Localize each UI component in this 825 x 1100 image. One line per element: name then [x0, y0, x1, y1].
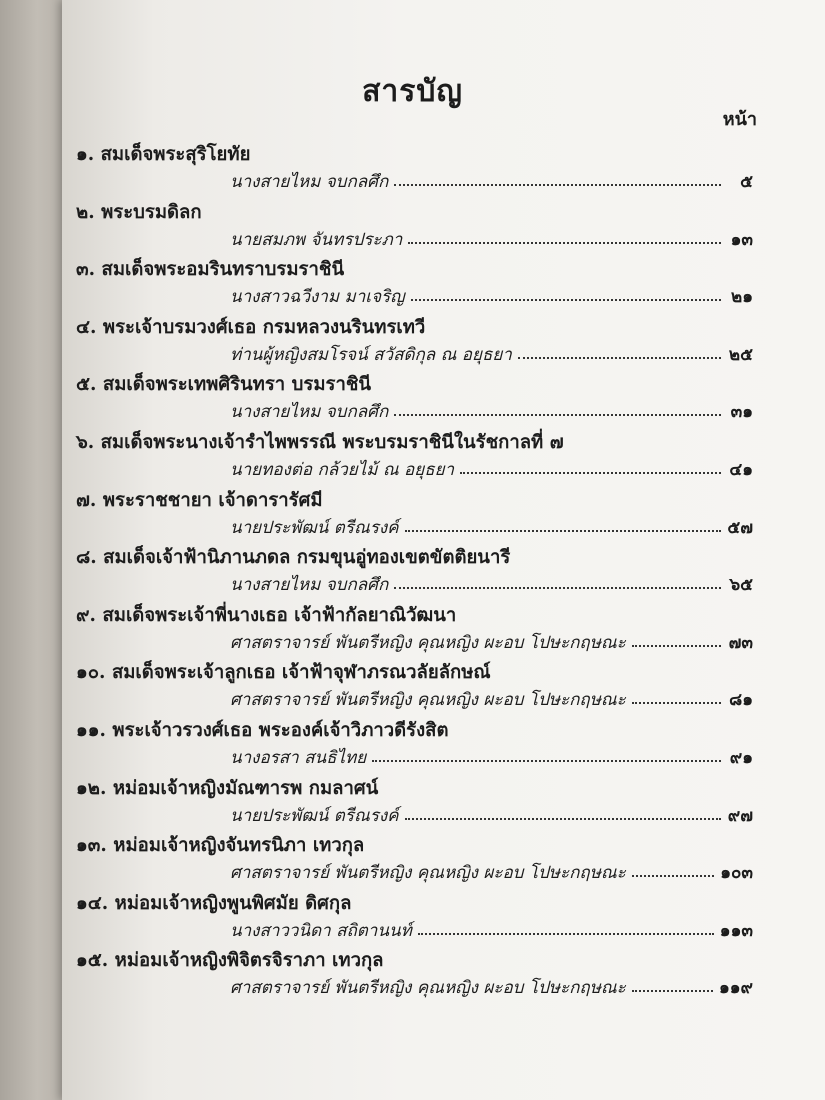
- toc-entry: [0, 255, 825, 313]
- toc-title: สารบัญ: [362, 74, 463, 109]
- entry-author-line: [230, 283, 753, 307]
- entry-title-text: สมเด็จเจ้าฟ้านิภานภดล กรมขุนอู่ทองเขตขัตติยนารี: [103, 547, 511, 569]
- entry-title: [76, 486, 323, 515]
- entry-title-text: หม่อมเจ้าหญิงจันทรนิภา เทวกุล: [113, 835, 365, 857]
- entry-author: นายทองต่อ กล้วยไม้ ณ อยุธยา: [230, 460, 455, 480]
- entry-title-text: หม่อมเจ้าหญิงพูนพิศมัย ดิศกุล: [114, 892, 352, 914]
- entry-author-line: [230, 802, 753, 826]
- entry-title-text: สมเด็จพระนางเจ้ารำไพพรรณี พระบรมราชินีในรัชกาลที่ ๗: [100, 432, 564, 453]
- entry-title-text: สมเด็จพระเทพศิรินทรา บรมราชินี: [102, 374, 372, 396]
- entry-page-number: ๕๗: [727, 517, 753, 538]
- entry-author-line: [230, 571, 753, 595]
- entry-author: นางสาววนิดา สถิตานนท์: [230, 920, 412, 941]
- entry-number: ๑๓.: [76, 835, 107, 857]
- dot-leader: [460, 472, 721, 474]
- entry-title-text: พระเจ้าวรวงศ์เธอ พระองค์เจ้าวิภาวดีรังสิต: [112, 720, 449, 741]
- entry-number: ๑๒.: [76, 777, 107, 799]
- entry-page-number: ๙๗: [727, 805, 753, 826]
- entry-title-text: พระบรมดิลก: [101, 201, 202, 223]
- entry-author: ศาสตราจารย์ พันตรีหญิง คุณหญิง ผะอบ โปษะกฤษณะ: [230, 978, 626, 999]
- entry-title: [76, 543, 510, 572]
- entry-page-number: ๑๐๓: [720, 863, 753, 884]
- entry-title-text: พระเจ้าบรมวงศ์เธอ กรมหลวงนรินทรเทวี: [102, 316, 426, 338]
- entry-page-number: ๔๑: [729, 460, 753, 480]
- entry-page-number: ๘๑: [729, 690, 753, 711]
- entry-author-line: [230, 629, 753, 653]
- entry-page-number: ๑๓: [730, 229, 753, 250]
- toc-entry: [0, 601, 825, 659]
- dot-leader: [405, 818, 721, 820]
- dot-leader: [394, 587, 721, 589]
- page-column-label: หน้า: [722, 109, 757, 130]
- dot-leader: [632, 702, 721, 704]
- entry-author-line: [230, 456, 753, 480]
- entry-author: นางสายไหม จบกลศึก: [230, 172, 389, 192]
- entry-page-number: ๒๑: [731, 287, 753, 308]
- entry-number: ๑๑.: [76, 720, 106, 741]
- entry-title: [76, 313, 425, 342]
- entry-author-line: [230, 917, 753, 941]
- entry-title: [76, 946, 384, 975]
- toc-entry: [0, 140, 825, 198]
- entry-number: ๑๐.: [76, 662, 106, 684]
- dot-leader: [632, 990, 713, 992]
- toc-entry: [0, 543, 825, 601]
- entry-number: ๑๔.: [76, 892, 109, 914]
- dot-leader: [408, 242, 721, 244]
- toc-entry: [0, 716, 825, 774]
- entry-author: นายประพัฒน์ ตรีณรงค์: [230, 805, 399, 826]
- entry-page-number: ๒๕: [728, 344, 753, 365]
- entry-page-number: ๙๑: [729, 748, 753, 768]
- entry-author: นายประพัฒน์ ตรีณรงค์: [230, 517, 399, 538]
- entry-title-text: หม่อมเจ้าหญิงพิจิตรจิราภา เทวกุล: [114, 950, 384, 972]
- dot-leader: [418, 933, 714, 935]
- toc-entry: [0, 486, 825, 544]
- entry-title: [76, 774, 378, 803]
- entry-number: ๑๕.: [76, 950, 109, 972]
- entry-title-text: สมเด็จพระเจ้าพี่นางเธอ เจ้าฟ้ากัลยาณิวัฒนา: [102, 604, 457, 626]
- entry-author-line: [230, 859, 753, 883]
- entry-page-number: ๖๕: [729, 575, 753, 596]
- entry-author: นางสาวฉวีงาม มาเจริญ: [230, 287, 405, 308]
- entry-number: ๙.: [76, 604, 96, 626]
- entry-title-text: สมเด็จพระเจ้าลูกเธอ เจ้าฟ้าจุฬาภรณวลัยลักษณ์: [111, 662, 491, 684]
- dot-leader: [411, 299, 721, 301]
- entry-page-number: ๗๓: [728, 632, 753, 653]
- entry-title: [76, 716, 448, 745]
- entry-author: นางอรสา สนธิไทย: [230, 748, 367, 768]
- entry-author: ศาสตราจารย์ พันตรีหญิง คุณหญิง ผะอบ โปษะกฤษณะ: [230, 690, 626, 711]
- entry-number: ๘.: [76, 547, 97, 569]
- entry-author-line: [230, 341, 753, 365]
- entry-number: ๔.: [76, 316, 97, 338]
- entry-title-text: สมเด็จพระสุริโยทัย: [100, 144, 251, 165]
- entry-author: นายสมภพ จันทรประภา: [230, 229, 403, 250]
- entry-author-line: [230, 168, 753, 192]
- dot-leader: [632, 875, 714, 877]
- toc-entry: [0, 428, 825, 486]
- entry-author-line: [230, 744, 753, 768]
- entry-title: [76, 198, 202, 227]
- entry-number: ๓.: [76, 259, 96, 281]
- entry-title: [76, 658, 491, 687]
- entry-author-line: [230, 686, 753, 710]
- toc-entry: [0, 831, 825, 889]
- entry-author: นางสายไหม จบกลศึก: [230, 402, 389, 423]
- entry-title: [76, 255, 344, 284]
- entry-title-text: พระราชชายา เจ้าดารารัศมี: [102, 489, 323, 511]
- entry-title: [76, 428, 564, 457]
- entry-title-text: สมเด็จพระอมรินทราบรมราชินี: [101, 259, 345, 281]
- toc-entry: [0, 658, 825, 716]
- entry-title: [76, 370, 371, 399]
- toc-entry: [0, 198, 825, 256]
- entry-page-number: ๑๑๙: [718, 978, 753, 999]
- entry-title: [76, 889, 351, 918]
- entry-title: [76, 831, 364, 860]
- dot-leader: [372, 760, 721, 762]
- entry-number: ๒.: [76, 201, 95, 223]
- entry-number: ๕.: [76, 374, 97, 396]
- entry-number: ๖.: [76, 432, 95, 453]
- toc-entry: [0, 370, 825, 428]
- toc-entry: [0, 313, 825, 371]
- entry-number: ๑.: [76, 144, 95, 165]
- entry-author-line: [230, 974, 753, 998]
- dot-leader: [394, 184, 721, 186]
- dot-leader: [518, 357, 721, 359]
- entry-page-number: ๓๑: [730, 402, 753, 423]
- entry-author: ศาสตราจารย์ พันตรีหญิง คุณหญิง ผะอบ โปษะกฤษณะ: [230, 863, 626, 884]
- entry-author-line: [230, 514, 753, 538]
- toc-entry: [0, 889, 825, 947]
- entry-author-line: [230, 226, 753, 250]
- entry-page-number: ๑๑๓: [719, 920, 753, 941]
- entry-author: ศาสตราจารย์ พันตรีหญิง คุณหญิง ผะอบ โปษะกฤษณะ: [230, 632, 626, 653]
- entry-title-text: หม่อมเจ้าหญิงมัณฑารพ กมลาศน์: [112, 777, 379, 799]
- entry-page-number: ๕: [740, 172, 753, 192]
- entry-title: [76, 140, 250, 169]
- entry-number: ๗.: [76, 489, 97, 511]
- entry-author: นางสายไหม จบกลศึก: [230, 575, 389, 596]
- toc-entry: [0, 774, 825, 832]
- dot-leader: [405, 530, 721, 532]
- dot-leader: [632, 645, 721, 647]
- entry-author: ท่านผู้หญิงสมโรจน์ สวัสดิกุล ณ อยุธยา: [230, 344, 512, 365]
- dot-leader: [394, 414, 721, 416]
- toc-entry: [0, 946, 825, 1004]
- entry-author-line: [230, 398, 753, 422]
- entry-title: [76, 601, 456, 630]
